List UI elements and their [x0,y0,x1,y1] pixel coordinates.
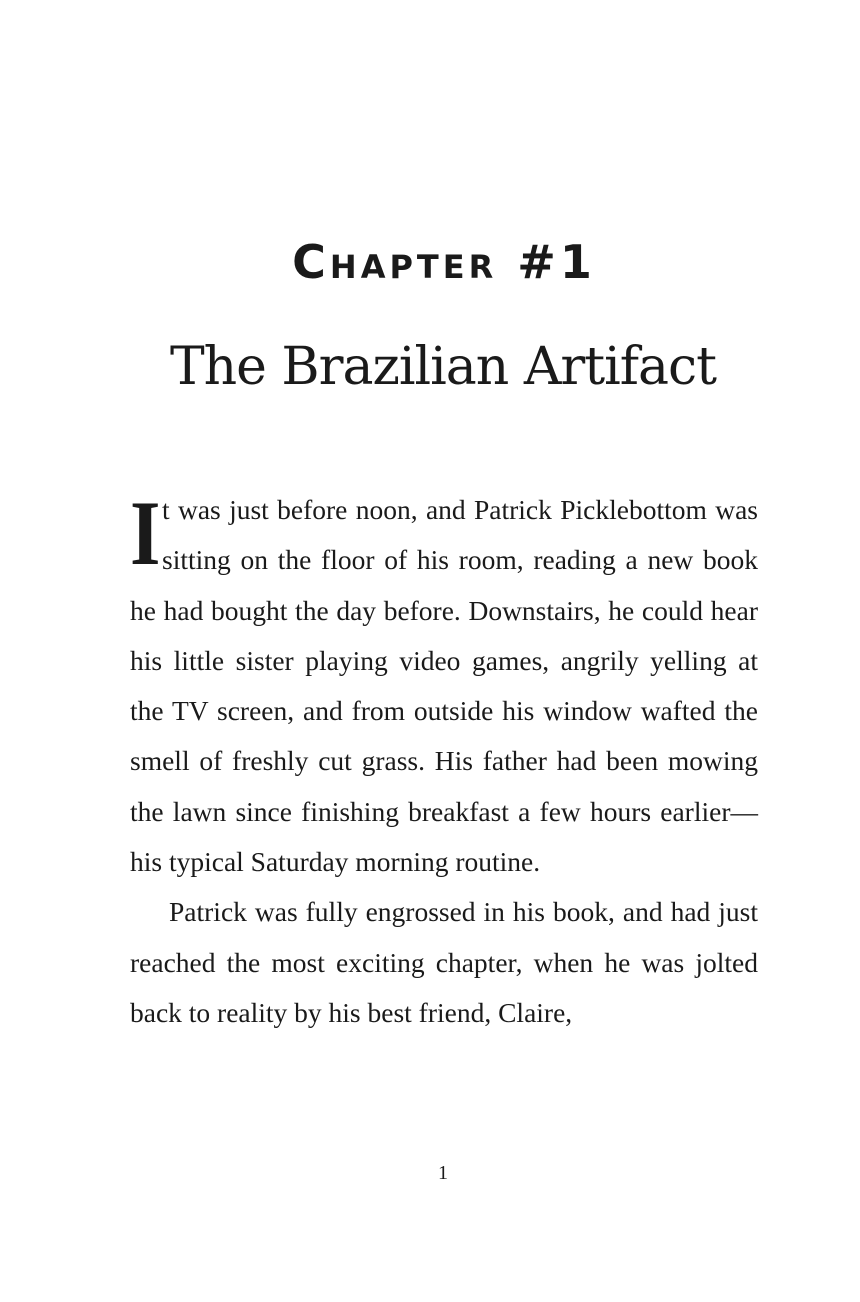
paragraph-1 [130,482,758,887]
chapter-body [130,482,758,1038]
drop-cap: I [130,482,161,584]
chapter-title: The Brazilian Artifact [169,337,717,397]
paragraph-2: Patrick was fully engrossed in his book, and had just reached the most exciting chapter, when he was jolted back to reality by his best friend, Claire, [130,896,758,1028]
page-number: 1 [438,1162,448,1184]
paragraph-1-text: t was just before noon, and Patrick Picklebottom was sitting on the floor of his room, reading a new book he had bought the day before. Downstairs, he could hear his little sister playing video games, angrily yelling at the TV screen, and from outside his window wafted the smell of freshly cut grass. His father had been mowing the lawn since finishing breakfast a few hours earlier—his typical Saturday morning routine. [130,494,758,878]
chapter-label: Chapter #1 [292,235,596,289]
